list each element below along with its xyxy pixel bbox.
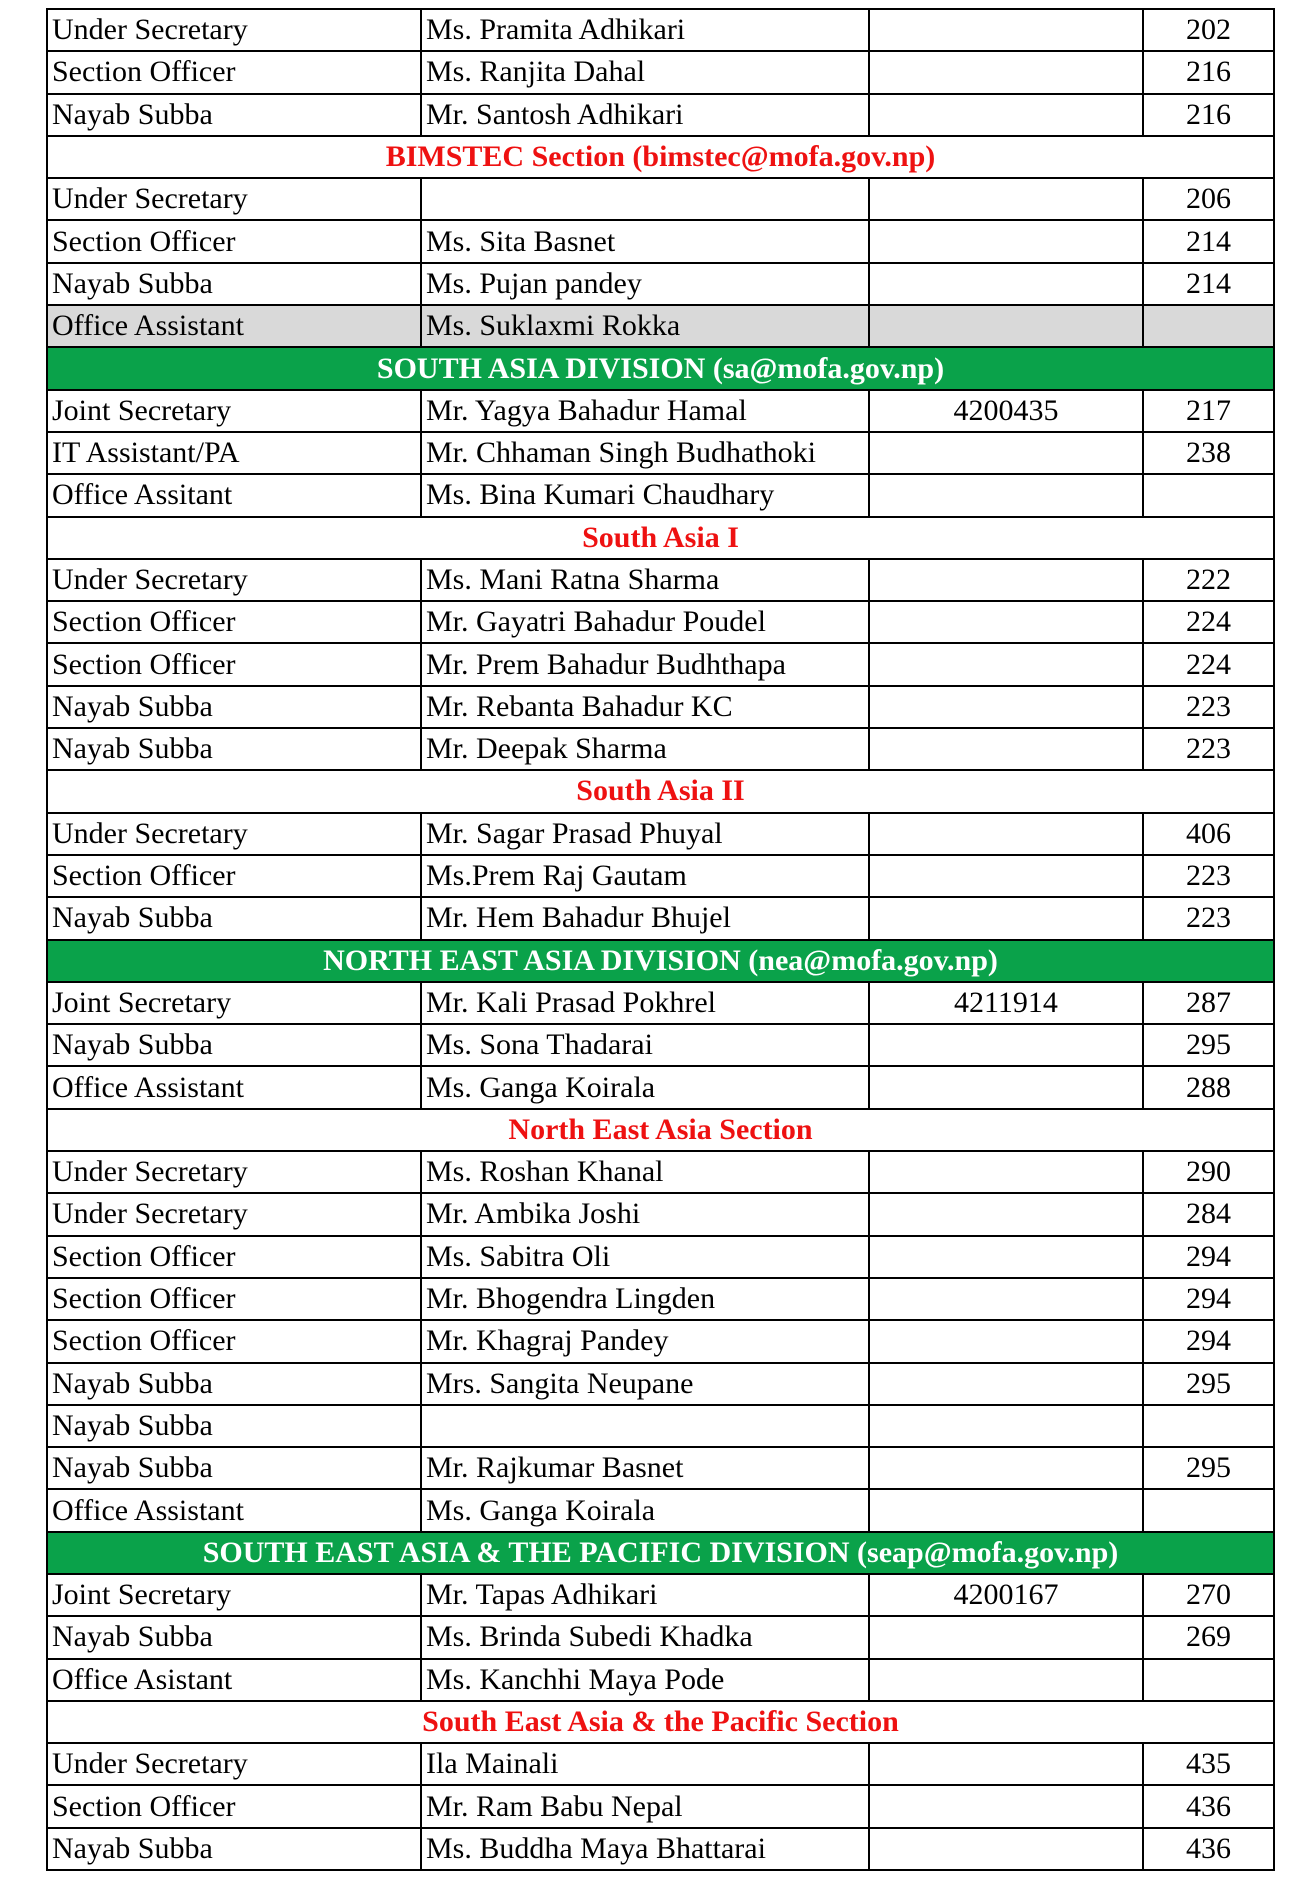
designation-cell: Section Officer [47, 643, 421, 685]
extension-cell: 287 [1143, 982, 1274, 1024]
section-header-row [47, 1701, 1274, 1743]
designation-cell: Joint Secretary [47, 982, 421, 1024]
name-cell: Mr. Yagya Bahadur Hamal [421, 390, 869, 432]
table-row [47, 1236, 1274, 1278]
designation-cell: Nayab Subba [47, 1024, 421, 1066]
name-cell: Mrs. Sangita Neupane [421, 1363, 869, 1405]
telephone-cell [869, 1828, 1143, 1870]
table-row [47, 1151, 1274, 1193]
telephone-cell [869, 1024, 1143, 1066]
telephone-cell [869, 855, 1143, 897]
name-cell: Mr. Ram Babu Nepal [421, 1785, 869, 1827]
name-cell: Ms. Bina Kumari Chaudhary [421, 474, 869, 516]
designation-cell: Office Assistant [47, 1489, 421, 1531]
name-cell: Mr. Rajkumar Basnet [421, 1447, 869, 1489]
designation-cell: Nayab Subba [47, 1828, 421, 1870]
table-row [47, 686, 1274, 728]
name-cell: Mr. Rebanta Bahadur KC [421, 686, 869, 728]
designation-cell: Section Officer [47, 1278, 421, 1320]
extension-cell: 295 [1143, 1024, 1274, 1066]
table-row [47, 94, 1274, 136]
table-row [47, 897, 1274, 939]
name-cell: Ms. Brinda Subedi Khadka [421, 1616, 869, 1658]
name-cell: Mr. Gayatri Bahadur Poudel [421, 601, 869, 643]
telephone-cell: 4200167 [869, 1574, 1143, 1616]
designation-cell: Office Asistant [47, 1659, 421, 1701]
name-cell: Ms. Kanchhi Maya Pode [421, 1659, 869, 1701]
table-row [47, 1193, 1274, 1235]
table-row [47, 1024, 1274, 1066]
table-row [47, 601, 1274, 643]
designation-cell: Section Officer [47, 1236, 421, 1278]
designation-cell: Section Officer [47, 855, 421, 897]
division-header-row [47, 940, 1274, 982]
designation-cell: Under Secretary [47, 813, 421, 855]
extension-cell: 290 [1143, 1151, 1274, 1193]
designation-cell: Section Officer [47, 1785, 421, 1827]
telephone-cell [869, 1363, 1143, 1405]
table-row [47, 390, 1274, 432]
name-cell: Ms. Roshan Khanal [421, 1151, 869, 1193]
extension-cell [1143, 1405, 1274, 1447]
telephone-cell [869, 1278, 1143, 1320]
extension-cell: 206 [1143, 178, 1274, 220]
extension-cell: 294 [1143, 1278, 1274, 1320]
section-title: BIMSTEC Section (bimstec@mofa.gov.np) [47, 136, 1274, 178]
division-header-row [47, 347, 1274, 389]
telephone-cell [869, 559, 1143, 601]
division-title: SOUTH ASIA DIVISION (sa@mofa.gov.np) [47, 347, 1274, 389]
name-cell: Mr. Santosh Adhikari [421, 94, 869, 136]
table-row [47, 982, 1274, 1024]
name-cell: Mr. Prem Bahadur Budhthapa [421, 643, 869, 685]
designation-cell: Nayab Subba [47, 1447, 421, 1489]
designation-cell: Office Assistant [47, 305, 421, 347]
telephone-cell [869, 305, 1143, 347]
telephone-cell [869, 94, 1143, 136]
table-row [47, 263, 1274, 305]
name-cell: Mr. Ambika Joshi [421, 1193, 869, 1235]
table-row [47, 51, 1274, 93]
designation-cell: Office Assistant [47, 1066, 421, 1108]
name-cell: Ms. Ranjita Dahal [421, 51, 869, 93]
name-cell: Mr. Sagar Prasad Phuyal [421, 813, 869, 855]
telephone-cell [869, 643, 1143, 685]
telephone-cell [869, 1447, 1143, 1489]
extension-cell: 288 [1143, 1066, 1274, 1108]
section-header-row [47, 1109, 1274, 1151]
table-row [47, 432, 1274, 474]
designation-cell: IT Assistant/PA [47, 432, 421, 474]
name-cell: Ms.Prem Raj Gautam [421, 855, 869, 897]
telephone-cell: 4200435 [869, 390, 1143, 432]
telephone-cell [869, 1405, 1143, 1447]
name-cell: Ms. Pramita Adhikari [421, 9, 869, 51]
name-cell [421, 178, 869, 220]
extension-cell: 294 [1143, 1320, 1274, 1362]
name-cell: Mr. Deepak Sharma [421, 728, 869, 770]
telephone-cell [869, 1320, 1143, 1362]
table-row [47, 855, 1274, 897]
name-cell: Mr. Kali Prasad Pokhrel [421, 982, 869, 1024]
telephone-cell [869, 813, 1143, 855]
telephone-cell [869, 1193, 1143, 1235]
table-row [47, 1574, 1274, 1616]
designation-cell: Nayab Subba [47, 263, 421, 305]
table-row [47, 474, 1274, 516]
telephone-cell [869, 178, 1143, 220]
directory-sheet [46, 8, 1273, 1871]
table-row [47, 1489, 1274, 1531]
extension-cell: 269 [1143, 1616, 1274, 1658]
table-row [47, 1405, 1274, 1447]
telephone-cell [869, 897, 1143, 939]
extension-cell: 216 [1143, 94, 1274, 136]
telephone-cell [869, 686, 1143, 728]
telephone-cell [869, 9, 1143, 51]
name-cell: Mr. Chhaman Singh Budhathoki [421, 432, 869, 474]
name-cell: Ms. Suklaxmi Rokka [421, 305, 869, 347]
telephone-cell [869, 263, 1143, 305]
extension-cell: 295 [1143, 1447, 1274, 1489]
table-row [47, 220, 1274, 262]
name-cell: Ms. Sita Basnet [421, 220, 869, 262]
section-title: North East Asia Section [47, 1109, 1274, 1151]
extension-cell: 284 [1143, 1193, 1274, 1235]
telephone-cell [869, 601, 1143, 643]
name-cell: Ms. Pujan pandey [421, 263, 869, 305]
section-title: South Asia II [47, 770, 1274, 812]
table-row [47, 728, 1274, 770]
telephone-cell [869, 728, 1143, 770]
designation-cell: Nayab Subba [47, 897, 421, 939]
table-row [47, 1066, 1274, 1108]
designation-cell: Under Secretary [47, 1743, 421, 1785]
extension-cell: 223 [1143, 855, 1274, 897]
extension-cell: 406 [1143, 813, 1274, 855]
name-cell: Ms. Mani Ratna Sharma [421, 559, 869, 601]
designation-cell: Section Officer [47, 51, 421, 93]
name-cell: Mr. Khagraj Pandey [421, 1320, 869, 1362]
table-row [47, 1659, 1274, 1701]
designation-cell: Nayab Subba [47, 728, 421, 770]
table-row [47, 1616, 1274, 1658]
extension-cell: 436 [1143, 1828, 1274, 1870]
extension-cell: 224 [1143, 601, 1274, 643]
extension-cell [1143, 305, 1274, 347]
designation-cell: Section Officer [47, 1320, 421, 1362]
division-title: NORTH EAST ASIA DIVISION (nea@mofa.gov.np) [47, 940, 1274, 982]
extension-cell: 435 [1143, 1743, 1274, 1785]
table-row [47, 1320, 1274, 1362]
extension-cell: 294 [1143, 1236, 1274, 1278]
extension-cell: 223 [1143, 728, 1274, 770]
telephone-cell [869, 1659, 1143, 1701]
designation-cell: Nayab Subba [47, 686, 421, 728]
name-cell: Ms. Sona Thadarai [421, 1024, 869, 1066]
extension-cell: 214 [1143, 220, 1274, 262]
designation-cell: Under Secretary [47, 1193, 421, 1235]
designation-cell: Office Assitant [47, 474, 421, 516]
table-row [47, 1785, 1274, 1827]
section-header-row [47, 136, 1274, 178]
extension-cell: 217 [1143, 390, 1274, 432]
extension-cell [1143, 474, 1274, 516]
extension-cell: 223 [1143, 897, 1274, 939]
name-cell: Mr. Hem Bahadur Bhujel [421, 897, 869, 939]
name-cell: Ms. Buddha Maya Bhattarai [421, 1828, 869, 1870]
table-row [47, 1447, 1274, 1489]
table-row [47, 643, 1274, 685]
designation-cell: Joint Secretary [47, 390, 421, 432]
extension-cell: 295 [1143, 1363, 1274, 1405]
table-row [47, 9, 1274, 51]
extension-cell: 223 [1143, 686, 1274, 728]
table-row [47, 1363, 1274, 1405]
designation-cell: Section Officer [47, 220, 421, 262]
extension-cell: 436 [1143, 1785, 1274, 1827]
name-cell: Ms. Ganga Koirala [421, 1066, 869, 1108]
telephone-cell [869, 432, 1143, 474]
extension-cell: 270 [1143, 1574, 1274, 1616]
telephone-cell [869, 1785, 1143, 1827]
division-header-row [47, 1532, 1274, 1574]
designation-cell: Under Secretary [47, 559, 421, 601]
table-row [47, 1278, 1274, 1320]
extension-cell: 222 [1143, 559, 1274, 601]
designation-cell: Nayab Subba [47, 1363, 421, 1405]
telephone-cell [869, 1151, 1143, 1193]
telephone-cell [869, 1489, 1143, 1531]
designation-cell: Under Secretary [47, 178, 421, 220]
table-row [47, 813, 1274, 855]
table-row [47, 559, 1274, 601]
telephone-cell [869, 220, 1143, 262]
table-row [47, 305, 1274, 347]
designation-cell: Nayab Subba [47, 94, 421, 136]
extension-cell [1143, 1489, 1274, 1531]
designation-cell: Nayab Subba [47, 1616, 421, 1658]
designation-cell: Under Secretary [47, 1151, 421, 1193]
telephone-cell [869, 1066, 1143, 1108]
section-title: South Asia I [47, 517, 1274, 559]
extension-cell: 214 [1143, 263, 1274, 305]
name-cell: Ms. Sabitra Oli [421, 1236, 869, 1278]
designation-cell: Section Officer [47, 601, 421, 643]
telephone-cell [869, 1236, 1143, 1278]
table-row [47, 1743, 1274, 1785]
extension-cell [1143, 1659, 1274, 1701]
name-cell: Mr. Tapas Adhikari [421, 1574, 869, 1616]
section-header-row [47, 517, 1274, 559]
designation-cell: Joint Secretary [47, 1574, 421, 1616]
table-row [47, 178, 1274, 220]
extension-cell: 202 [1143, 9, 1274, 51]
name-cell: Ms. Ganga Koirala [421, 1489, 869, 1531]
section-title: South East Asia & the Pacific Section [47, 1701, 1274, 1743]
name-cell [421, 1405, 869, 1447]
directory-body [47, 9, 1274, 1870]
designation-cell: Nayab Subba [47, 1405, 421, 1447]
telephone-cell [869, 51, 1143, 93]
section-header-row [47, 770, 1274, 812]
staff-directory-table [46, 8, 1275, 1871]
telephone-cell: 4211914 [869, 982, 1143, 1024]
telephone-cell [869, 1616, 1143, 1658]
name-cell: Ila Mainali [421, 1743, 869, 1785]
extension-cell: 238 [1143, 432, 1274, 474]
telephone-cell [869, 1743, 1143, 1785]
name-cell: Mr. Bhogendra Lingden [421, 1278, 869, 1320]
extension-cell: 224 [1143, 643, 1274, 685]
designation-cell: Under Secretary [47, 9, 421, 51]
table-row [47, 1828, 1274, 1870]
division-title: SOUTH EAST ASIA & THE PACIFIC DIVISION (seap@mofa.gov.np) [47, 1532, 1274, 1574]
extension-cell: 216 [1143, 51, 1274, 93]
telephone-cell [869, 474, 1143, 516]
